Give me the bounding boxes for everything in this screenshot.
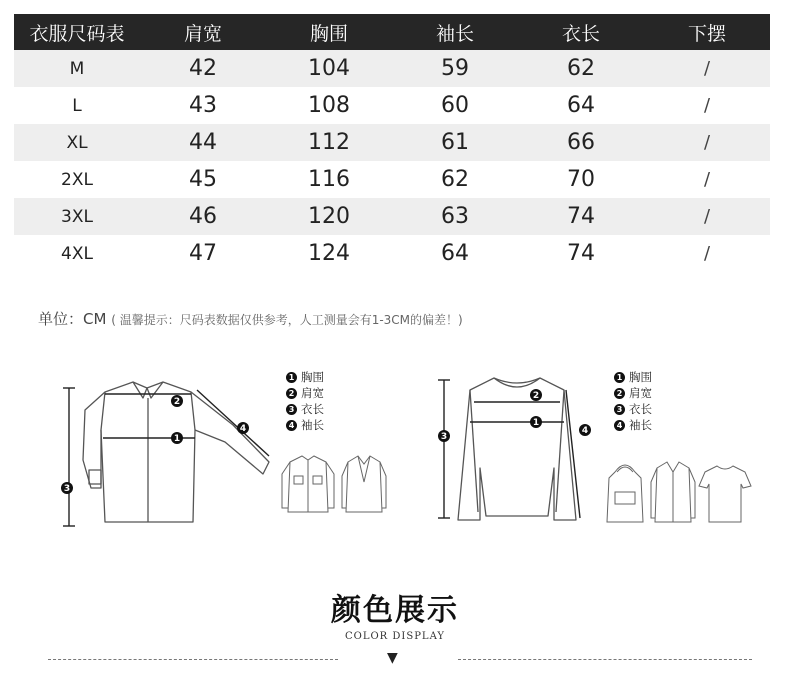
legend-label: 肩宽 (301, 386, 324, 400)
header-length: 衣长 (518, 14, 644, 50)
cell-chest: 108 (308, 93, 350, 118)
cell-size: 3XL (14, 198, 140, 235)
legend-num: 3 (286, 404, 297, 415)
legend-num: 2 (286, 388, 297, 399)
cell-sleeve: 60 (441, 93, 469, 118)
cell-sleeve: 62 (441, 167, 469, 192)
cell-hem: / (644, 124, 770, 161)
table-row (14, 87, 770, 124)
cell-length: 74 (567, 241, 595, 266)
svg-text:1: 1 (173, 434, 181, 444)
table-row (14, 50, 770, 87)
cell-size: 2XL (61, 169, 93, 190)
legend-label: 胸围 (301, 370, 324, 384)
legend-right (614, 369, 652, 433)
sweater-measure-diagram (430, 372, 605, 527)
cell-shoulder: 47 (189, 241, 217, 266)
header-hem: 下摆 (644, 14, 770, 50)
cell-size: L (72, 95, 82, 116)
size-chart-table (14, 14, 770, 272)
table-row (14, 235, 770, 272)
cell-shoulder: 45 (189, 167, 217, 192)
svg-text:4: 4 (239, 424, 247, 434)
cell-hem: / (703, 169, 711, 190)
cell-hem: / (644, 50, 770, 87)
cell-chest: 104 (266, 50, 392, 87)
cell-length: 66 (518, 124, 644, 161)
cell-shoulder: 46 (140, 198, 266, 235)
cell-hem: / (703, 243, 711, 264)
cell-size: M (14, 50, 140, 87)
header-sleeve: 袖长 (392, 14, 518, 50)
garment-icons (605, 458, 755, 528)
legend-item (286, 401, 324, 417)
header-size: 衣服尺码表 (14, 14, 140, 50)
unit-label: 单位：CM (38, 310, 107, 328)
divider-right (458, 659, 752, 660)
cell-sleeve: 63 (392, 198, 518, 235)
cell-chest: 120 (266, 198, 392, 235)
legend-item (614, 369, 652, 385)
cell-length: 74 (518, 198, 644, 235)
down-arrow-icon: ▼ (387, 650, 398, 666)
legend-num: 2 (614, 388, 625, 399)
legend-item (614, 385, 652, 401)
cell-chest: 124 (308, 241, 350, 266)
cell-size: 4XL (61, 243, 93, 264)
table-row (14, 161, 770, 198)
cell-chest: 116 (308, 167, 350, 192)
legend-num: 3 (614, 404, 625, 415)
cell-size: XL (14, 124, 140, 161)
svg-text:2: 2 (532, 391, 540, 401)
table-header-row (14, 14, 770, 50)
measurement-note (38, 308, 463, 329)
legend-item (614, 401, 652, 417)
header-chest: 胸围 (266, 14, 392, 50)
legend-item (614, 417, 652, 433)
legend-label: 衣长 (301, 402, 324, 416)
cell-sleeve: 64 (441, 241, 469, 266)
cell-length: 64 (567, 93, 595, 118)
legend-left (286, 369, 324, 433)
cell-sleeve: 59 (392, 50, 518, 87)
table-row (14, 124, 770, 161)
legend-label: 袖长 (301, 418, 324, 432)
cell-hem: / (644, 198, 770, 235)
cell-shoulder: 44 (140, 124, 266, 161)
jacket-icons (278, 452, 388, 524)
cell-shoulder: 42 (140, 50, 266, 87)
cell-length: 62 (518, 50, 644, 87)
section-subtitle: COLOR DISPLAY (344, 631, 445, 642)
cell-length: 70 (567, 167, 595, 192)
legend-label: 胸围 (629, 370, 652, 384)
legend-label: 袖长 (629, 418, 652, 432)
svg-text:4: 4 (581, 426, 589, 436)
legend-item (286, 385, 324, 401)
cell-chest: 112 (266, 124, 392, 161)
divider-left (48, 659, 338, 660)
shirt-measure-diagram (55, 370, 295, 540)
header-shoulder: 肩宽 (140, 14, 266, 50)
svg-text:1: 1 (532, 418, 540, 428)
tip-text: ( 温馨提示：尺码表数据仅供参考，人工测量会有1-3CM的偏差！) (111, 313, 463, 327)
svg-text:3: 3 (440, 432, 448, 442)
legend-label: 衣长 (629, 402, 652, 416)
legend-num: 4 (614, 420, 625, 431)
legend-num: 4 (286, 420, 297, 431)
legend-item (286, 417, 324, 433)
svg-text:2: 2 (173, 397, 181, 407)
cell-shoulder: 43 (189, 93, 217, 118)
legend-label: 肩宽 (629, 386, 652, 400)
svg-text:3: 3 (63, 484, 71, 494)
legend-num: 1 (286, 372, 297, 383)
section-title: 颜色展示 (331, 593, 459, 628)
cell-sleeve: 61 (392, 124, 518, 161)
legend-item (286, 369, 324, 385)
table-row (14, 198, 770, 235)
cell-hem: / (703, 95, 711, 116)
legend-num: 1 (614, 372, 625, 383)
